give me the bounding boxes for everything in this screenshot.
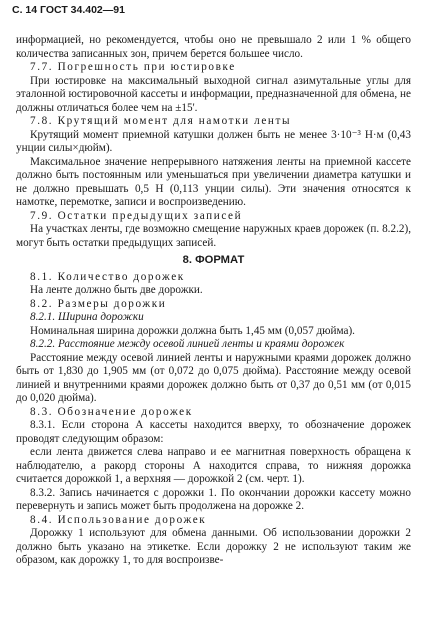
paragraph: На участках ленты, где возможно смещение наружных краев дорожек (п. 8.2.2), могут быть остатки предыдущих записей. bbox=[16, 223, 411, 249]
paragraph: 8.3.2. Запись начинается с дорожки 1. По окончании дорожки кассету можно перевернуть и запись может быть продолжена на дорожке 2. bbox=[16, 486, 411, 512]
paragraph: если лента движется слева направо и ее магнитная поверхность обращена к наблюдателю, а ракорд стороны А находится справа, то нижняя дорожка считается дорожкой 1, а верхняя — дорожкой 2 (см. черт. 1). bbox=[16, 446, 411, 485]
subsection-heading: 8.2.2. Расстояние между осевой линией ленты и краями дорожек bbox=[30, 338, 345, 350]
subsection-heading: 7.7. Погрешность при юстировке bbox=[30, 61, 236, 73]
subsection-heading: 8.2. Размеры дорожки bbox=[30, 297, 167, 310]
section-heading: 8. ФОРМАТ bbox=[182, 254, 245, 266]
document-body bbox=[16, 34, 411, 568]
subsection-heading: 8.2.1. Ширина дорожки bbox=[30, 311, 144, 323]
paragraph: Дорожку 1 используют для обмена данными. Об использовании дорожки 2 должно быть указано на этикетке. Если дорожку 2 не используют таким же образом, как дорожку 1, то для воспроизве- bbox=[16, 527, 411, 566]
paragraph: Номинальная ширина дорожки должна быть 1,45 мм (0,057 дюйма). bbox=[30, 324, 355, 337]
subsection-heading: 7.9. Остатки предыдущих записей bbox=[30, 209, 243, 222]
subsection-heading: 8.1. Количество дорожек bbox=[30, 270, 185, 283]
page-header: С. 14 ГОСТ 34.402—91 bbox=[12, 4, 125, 16]
subsection-heading: 8.3. Обозначение дорожек bbox=[30, 405, 193, 418]
subsection-heading: 8.4. Использование дорожек bbox=[30, 513, 207, 526]
paragraph: Максимальное значение непрерывного натяжения ленты на приемной кассете должно быть постоянным или уменьшаться при увеличении диаметра катушки и не должно превышать 0,5 Н (0,113 унции силы). Эти значения относятся к намотке, перемотке, записи и воспроизведению. bbox=[16, 155, 411, 208]
paragraph: Крутящий момент приемной катушки должен быть не менее 3·10⁻³ Н·м (0,43 унции силы×дюйм). bbox=[16, 128, 411, 154]
paragraph: Расстояние между осевой линией ленты и наружными краями дорожек должно быть от 1,830 до 1,905 мм (от 0,072 до 0,075 дюйма). Расстояние между осевой линией и внутренними краями дорожек должно быть от 0,37 до 0,51 мм (от 0,015 до 0,020 дюйма). bbox=[16, 351, 411, 404]
paragraph: При юстировке на максимальный выходной сигнал азимутальные углы для эталонной юстировочной кассеты и информации, предназначенной для обмена, не должны отличаться более чем на ±15'. bbox=[16, 74, 411, 114]
paragraph: информацией, но рекомендуется, чтобы оно не превышало 2 или 1 % общего количества записанных зон, причем берется большее число. bbox=[16, 34, 411, 60]
paragraph: На ленте должно быть две дорожки. bbox=[30, 284, 203, 296]
subsection-heading: 7.8. Крутящий момент для намотки ленты bbox=[30, 115, 292, 127]
paragraph: 8.3.1. Если сторона А кассеты находится вверху, то обозначение дорожек проводят следующим образом: bbox=[16, 419, 411, 445]
